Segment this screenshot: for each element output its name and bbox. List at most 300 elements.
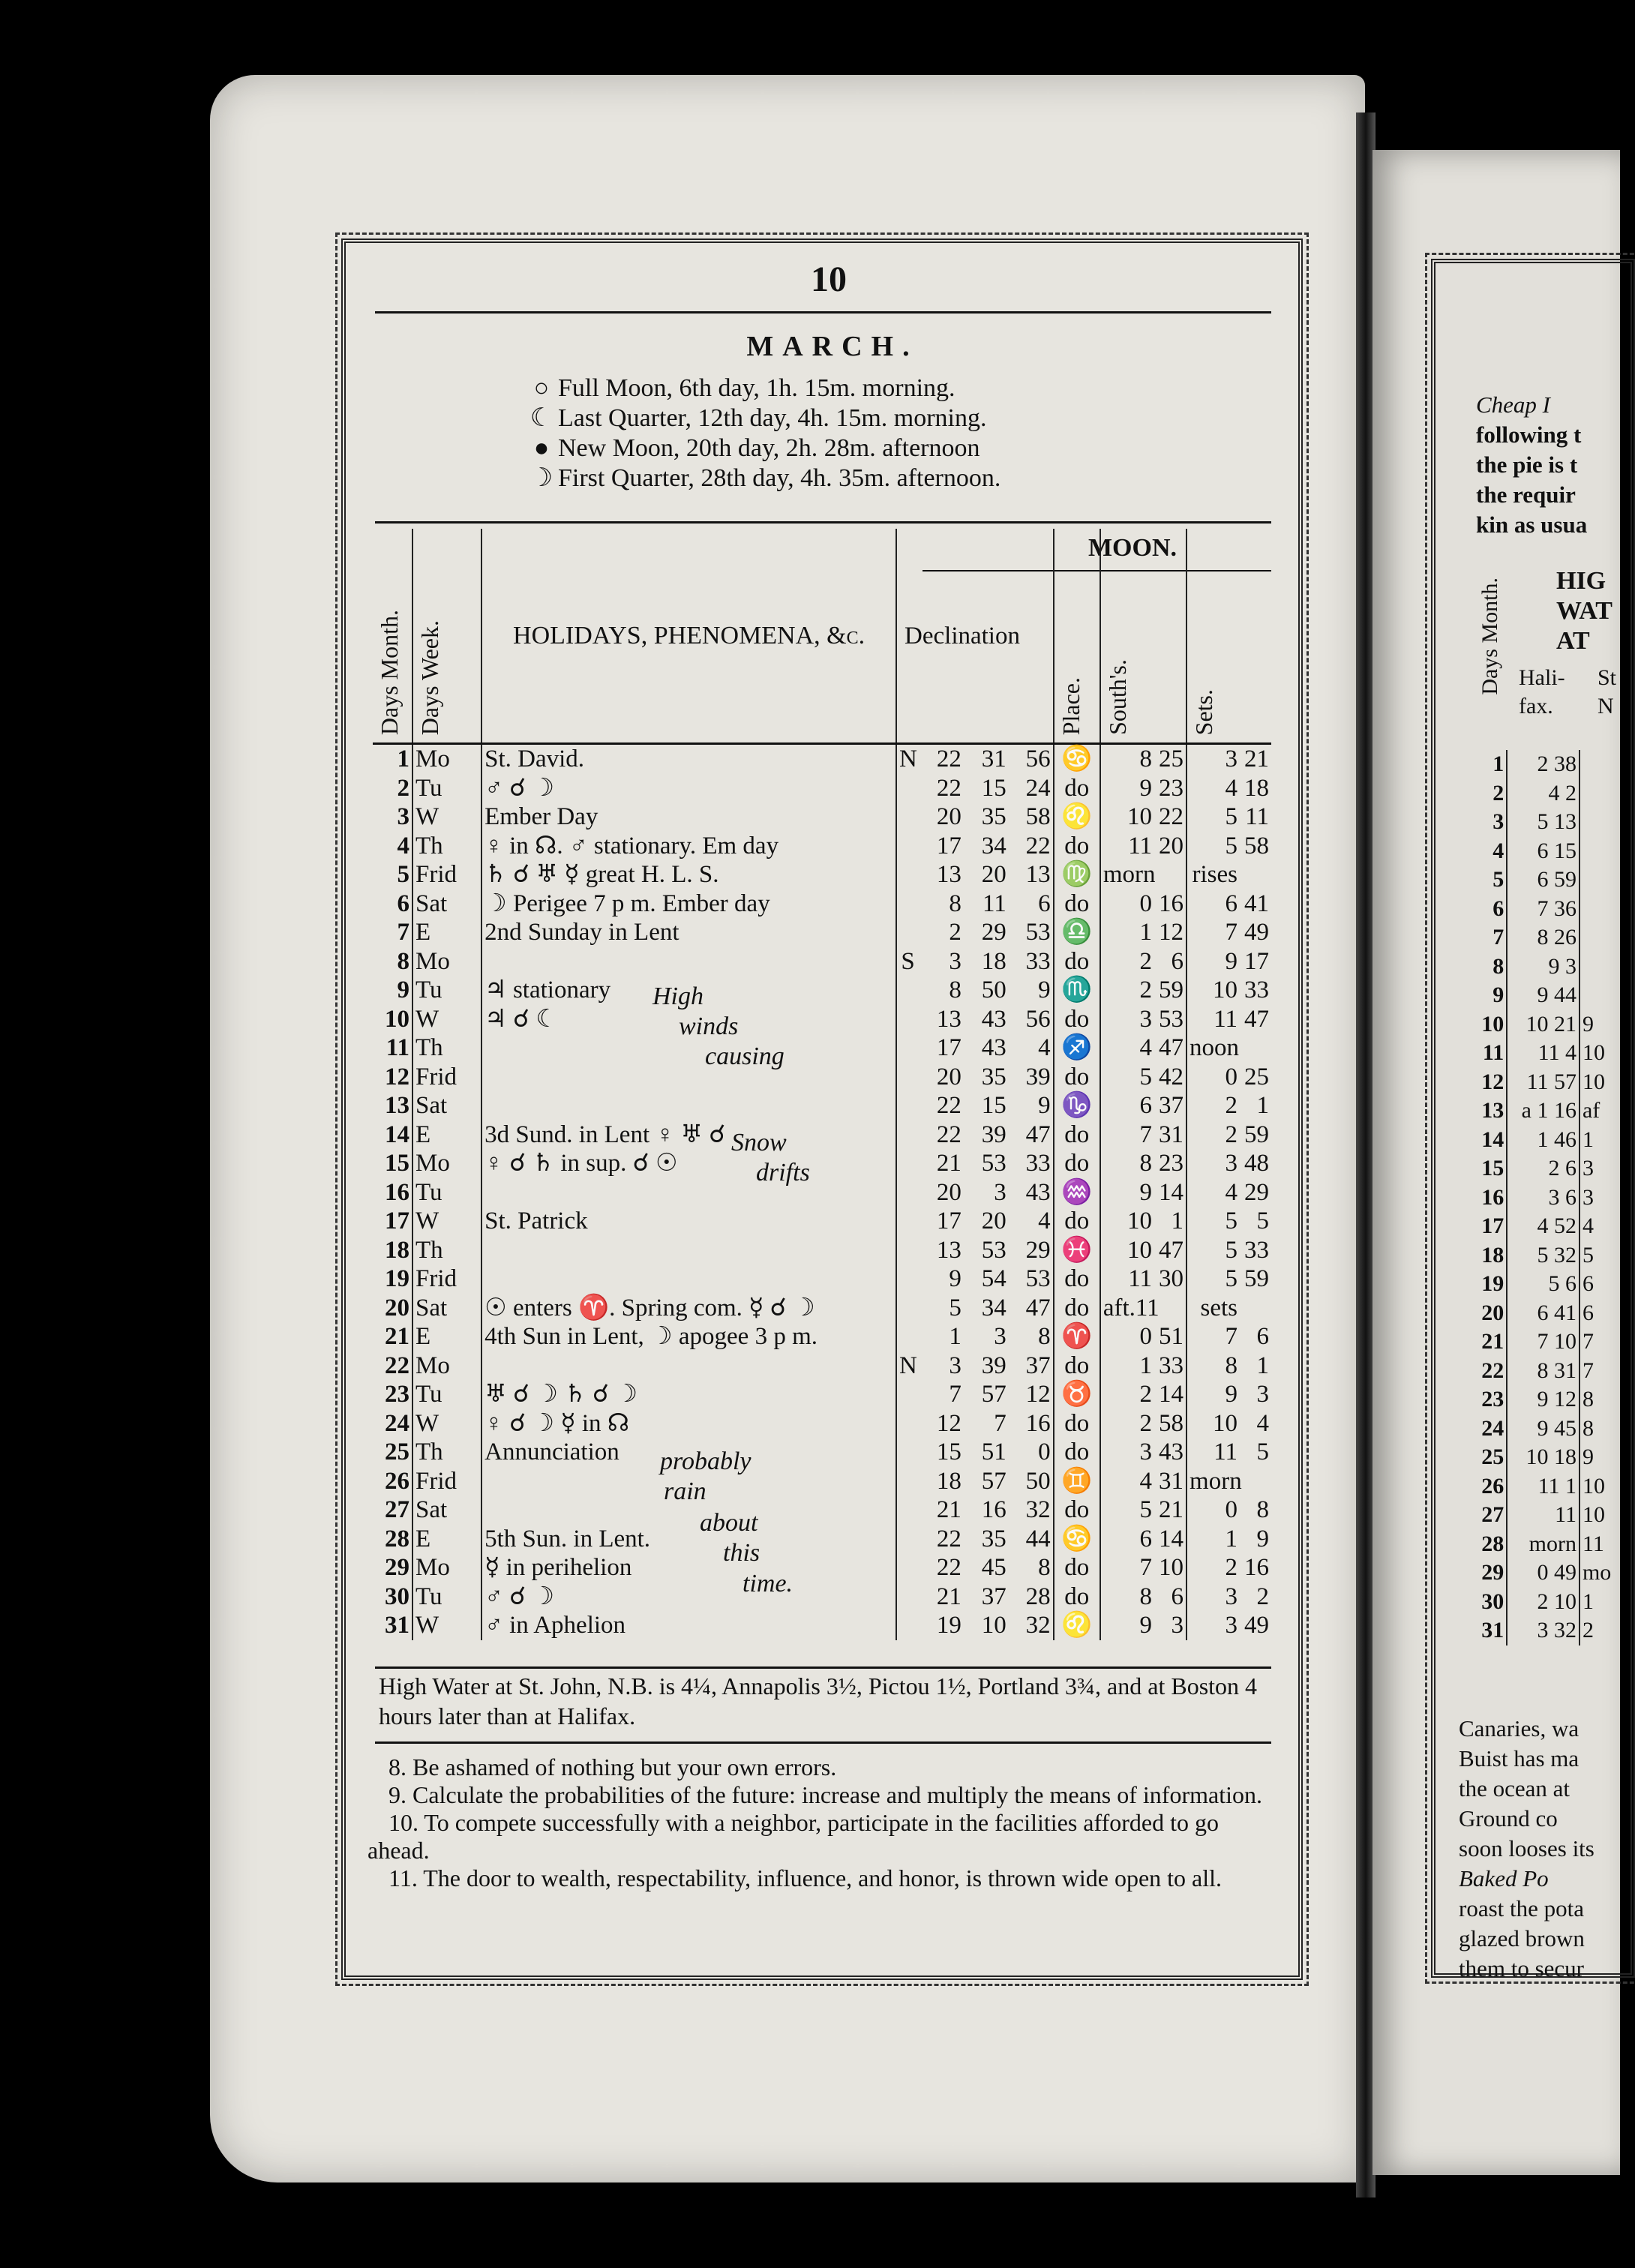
souths-hour: 11 <box>1128 832 1153 860</box>
souths-minute: 51 <box>1159 1323 1184 1351</box>
holiday-cell: ♂ ☌ ☽ <box>482 774 896 803</box>
right-bottom-line: them to secur <box>1459 1955 1585 1982</box>
sets-minute: 1 <box>1256 1352 1269 1379</box>
last-quarter-icon: ☾ <box>530 404 554 432</box>
table-row <box>373 1178 1271 1208</box>
souths-minute: 14 <box>1159 1178 1184 1206</box>
right-day-cell: 29 <box>1476 1558 1507 1588</box>
right-intro-line: Cheap I <box>1476 392 1551 418</box>
declination-degrees-cell: 1 <box>949 1323 962 1351</box>
declination-seconds-cell: 33 <box>1025 1150 1051 1178</box>
declination-minutes-cell: 34 <box>981 832 1006 860</box>
right-stjohn-cell: 8 <box>1582 1415 1594 1441</box>
right-stjohn-cell: 2 <box>1582 1618 1594 1643</box>
declination-minutes-cell: 3 <box>994 1323 1006 1351</box>
right-intro-line: following t <box>1476 422 1582 448</box>
day-of-month-cell: 1 <box>373 744 412 774</box>
day-of-week-cell: W <box>412 1611 482 1640</box>
right-day-cell: 6 <box>1476 895 1507 924</box>
declination-degrees-cell: 18 <box>936 1467 962 1495</box>
declination-direction-cell <box>896 1322 919 1352</box>
souths-cell <box>1100 1525 1186 1554</box>
declination-minutes-cell: 20 <box>981 861 1006 889</box>
declination-minutes-cell: 57 <box>981 1467 1006 1495</box>
right-halifax-cell: 5 6 <box>1507 1270 1580 1299</box>
right-halifax-cell: 7 10 <box>1507 1328 1580 1357</box>
sets-cell <box>1186 1005 1271 1034</box>
right-halifax-cell: 11 <box>1507 1501 1580 1530</box>
right-day-cell: 7 <box>1476 923 1507 952</box>
right-header-line: WAT <box>1556 597 1612 625</box>
right-day-cell: 16 <box>1476 1184 1507 1213</box>
declination-seconds-cell: 56 <box>1025 746 1051 773</box>
sets-hour: 3 <box>1225 1612 1238 1640</box>
day-of-month-cell: 6 <box>373 890 412 919</box>
moon-place-cell: do <box>1054 890 1100 919</box>
table-row <box>373 1149 1271 1178</box>
right-table-row <box>1476 1241 1614 1270</box>
declination-degrees-cell: 20 <box>936 803 962 831</box>
declination-seconds-cell: 43 <box>1025 1178 1051 1206</box>
moon-phases-list <box>525 374 1000 494</box>
right-table-row <box>1476 1039 1614 1068</box>
day-of-month-cell: 5 <box>373 860 412 890</box>
right-bottom-line: Baked Po <box>1459 1865 1549 1892</box>
right-day-cell: 18 <box>1476 1241 1507 1270</box>
day-of-month-cell: 21 <box>373 1322 412 1352</box>
souths-minute: 53 <box>1159 1005 1184 1033</box>
sets-hour: 2 <box>1225 1120 1238 1148</box>
table-row <box>373 860 1271 890</box>
almanac-body <box>373 744 1271 1640</box>
declination-seconds-cell: 44 <box>1025 1525 1051 1552</box>
moon-place-cell: ♋ <box>1054 744 1100 774</box>
right-day-cell: 22 <box>1476 1357 1507 1386</box>
souths-hour: 4 <box>1139 1467 1153 1495</box>
declination-minutes-cell: 35 <box>981 1525 1006 1552</box>
moon-place-cell: ♋ <box>1054 1525 1100 1554</box>
declination-degrees-cell: 22 <box>936 774 962 802</box>
sets-cell <box>1186 1553 1271 1582</box>
souths-minute: 21 <box>1159 1496 1184 1524</box>
souths-minute: 14 <box>1159 1525 1184 1552</box>
maxim-item: 8. Be ashamed of nothing but your own errors. <box>388 1754 837 1780</box>
declination-direction-cell <box>896 1553 919 1582</box>
page-number: 10 <box>811 260 847 299</box>
right-day-cell: 3 <box>1476 808 1507 837</box>
right-table-row <box>1476 1212 1614 1241</box>
day-of-week-cell: Tu <box>412 774 482 803</box>
header-souths-label: South's. <box>1103 659 1131 735</box>
sets-minute: 41 <box>1244 890 1269 917</box>
moon-place-cell: do <box>1054 774 1100 803</box>
sets-minute: 6 <box>1256 1323 1269 1351</box>
holiday-cell: 2nd Sunday in Lent <box>482 918 896 947</box>
moon-place-cell: do <box>1054 1207 1100 1236</box>
right-header-line: AT <box>1556 627 1590 655</box>
declination-minutes-cell: 18 <box>981 947 1006 975</box>
souths-minute: 31 <box>1159 1467 1184 1495</box>
sets-cell <box>1186 744 1271 774</box>
sets-cell <box>1186 1380 1271 1409</box>
sets-hour: 1 <box>1225 1525 1238 1552</box>
sets-cell <box>1186 1582 1271 1612</box>
sets-minute: 58 <box>1244 832 1269 860</box>
sets-cell <box>1186 1294 1271 1323</box>
right-day-cell: 15 <box>1476 1154 1507 1184</box>
day-of-week-cell: E <box>412 1525 482 1554</box>
declination-direction-cell <box>896 1438 919 1467</box>
right-stjohn-cell: 1 <box>1582 1126 1594 1152</box>
right-header-line: HIG <box>1556 567 1606 595</box>
moon-place-cell: do <box>1054 1264 1100 1294</box>
right-table-row <box>1476 1126 1614 1155</box>
right-halifax-cell: 2 38 <box>1507 750 1580 779</box>
phase-full-moon <box>525 374 1000 404</box>
header-rule <box>375 311 1271 314</box>
right-halifax-cell: 7 36 <box>1507 895 1580 924</box>
declination-direction-cell <box>896 1380 919 1409</box>
sets-hour: 10 <box>1213 976 1238 1004</box>
right-halifax-cell: 5 13 <box>1507 808 1580 837</box>
right-halifax-cell: 3 32 <box>1507 1616 1580 1646</box>
right-halifax-cell: 6 59 <box>1507 866 1580 895</box>
right-stjohn-cell <box>1580 779 1614 808</box>
right-stjohn-cell: 3 <box>1582 1184 1594 1210</box>
souths-minute: 58 <box>1159 1409 1184 1437</box>
right-day-cell: 20 <box>1476 1299 1507 1328</box>
moon-place-cell: ♊ <box>1054 1467 1100 1496</box>
right-stjohn-cell: 7 <box>1582 1329 1594 1354</box>
declination-seconds-cell: 9 <box>1038 976 1051 1004</box>
declination-minutes-cell: 51 <box>981 1438 1006 1466</box>
souths-hour: 1 <box>1139 1352 1153 1379</box>
souths-minute: 25 <box>1159 746 1184 773</box>
souths-cell <box>1100 860 1186 890</box>
souths-hour: aft.11 <box>1102 1294 1160 1322</box>
almanac-table <box>373 529 1271 1640</box>
souths-cell <box>1100 1294 1186 1323</box>
souths-cell <box>1100 890 1186 919</box>
right-halifax-cell: a 1 16 <box>1507 1096 1580 1126</box>
right-bottom-line: soon looses its <box>1459 1835 1594 1862</box>
sets-hour: 0 <box>1225 1496 1238 1524</box>
declination-degrees-cell: 17 <box>936 1208 962 1235</box>
table-row <box>373 1063 1271 1092</box>
right-day-cell: 25 <box>1476 1443 1507 1472</box>
right-bottom-line: roast the pota <box>1459 1895 1585 1922</box>
right-table-row <box>1476 1184 1614 1213</box>
holiday-cell <box>482 1091 896 1120</box>
right-halifax-cell: 10 18 <box>1507 1443 1580 1472</box>
souths-hour: 8 <box>1139 746 1153 773</box>
sets-minute: 16 <box>1244 1554 1269 1582</box>
moon-place-cell: do <box>1054 832 1100 861</box>
moon-place-cell: do <box>1054 1063 1100 1092</box>
souths-cell <box>1100 1409 1186 1438</box>
moon-place-cell: ♓ <box>1054 1236 1100 1265</box>
sets-cell <box>1186 1525 1271 1554</box>
souths-minute: 23 <box>1159 1150 1184 1178</box>
right-day-cell: 10 <box>1476 1010 1507 1040</box>
moon-place-cell: ♑ <box>1054 1091 1100 1120</box>
new-moon-icon: ● <box>533 434 550 462</box>
declination-minutes-cell: 15 <box>981 774 1006 802</box>
right-table-row <box>1476 866 1614 895</box>
right-bottom-line: Ground co <box>1459 1805 1558 1832</box>
sets-hour: 11 <box>1214 1005 1238 1033</box>
sets-cell <box>1186 832 1271 861</box>
sets-minute: 25 <box>1244 1063 1269 1090</box>
souths-hour: 4 <box>1139 1034 1153 1062</box>
sets-minute: 4 <box>1256 1409 1269 1437</box>
sets-cell <box>1186 947 1271 976</box>
declination-direction-cell <box>896 1611 919 1640</box>
declination-seconds-cell: 13 <box>1025 861 1051 889</box>
right-stjohn-cell: 10 <box>1582 1069 1605 1094</box>
table-row <box>373 890 1271 919</box>
declination-seconds-cell: 56 <box>1025 1005 1051 1033</box>
souths-minute: 59 <box>1159 976 1184 1004</box>
souths-minute: 10 <box>1159 1554 1184 1582</box>
header-days-month-label: Days Month. <box>376 609 403 735</box>
table-row <box>373 918 1271 947</box>
declination-minutes-cell: 35 <box>981 803 1006 831</box>
souths-cell <box>1100 947 1186 976</box>
sets-hour: 5 <box>1225 1208 1238 1235</box>
right-halifax-cell: 6 41 <box>1507 1299 1580 1328</box>
day-of-month-cell: 3 <box>373 802 412 832</box>
table-row <box>373 1582 1271 1612</box>
day-of-month-cell: 4 <box>373 832 412 861</box>
sets-minute: 48 <box>1244 1150 1269 1178</box>
declination-degrees-cell: 17 <box>936 1034 962 1062</box>
declination-direction-cell <box>896 1207 919 1236</box>
right-table-row <box>1476 837 1614 866</box>
sets-cell <box>1186 1264 1271 1294</box>
right-stjohn-cell: 9 <box>1582 1444 1594 1470</box>
right-day-cell: 5 <box>1476 866 1507 895</box>
declination-direction-cell <box>896 890 919 919</box>
right-stjohn-cell: 6 <box>1582 1271 1594 1297</box>
declination-degrees-cell: 2 <box>949 919 962 946</box>
right-stjohn-cell: af <box>1582 1098 1600 1124</box>
day-of-month-cell: 22 <box>373 1352 412 1381</box>
souths-hour: 0 <box>1139 1323 1153 1351</box>
souths-hour: 10 <box>1127 1236 1153 1264</box>
day-of-week-cell: Frid <box>412 1063 482 1092</box>
day-of-week-cell: Mo <box>412 744 482 774</box>
souths-cell <box>1100 1467 1186 1496</box>
header-souths <box>1100 529 1186 744</box>
souths-hour: 2 <box>1139 976 1153 1004</box>
phases-rule <box>375 521 1271 524</box>
declination-degrees-cell: 5 <box>949 1294 962 1322</box>
souths-minute: 37 <box>1159 1092 1184 1120</box>
right-stjohn-cell <box>1580 750 1614 779</box>
right-table-row <box>1476 1010 1614 1040</box>
table-row <box>373 976 1271 1005</box>
day-of-week-cell: Mo <box>412 1149 482 1178</box>
phase-text: Full Moon, 6th day, 1h. 15m. morning. <box>558 374 956 402</box>
maxim-item: 9. Calculate the probabilities of the future: increase and multiply the means of information. <box>388 1781 1262 1808</box>
right-stjohn-cell <box>1580 981 1614 1010</box>
declination-direction-cell <box>896 1467 919 1496</box>
holiday-cell: 3d Sund. in Lent ♀ ♅ ☌ <box>482 1120 896 1150</box>
holiday-cell: ☿ in perihelion <box>482 1553 896 1582</box>
holiday-cell <box>482 947 896 976</box>
sets-hour: 5 <box>1225 1236 1238 1264</box>
note-rule <box>375 1742 1271 1744</box>
sets-hour: 5 <box>1225 803 1238 831</box>
right-intro-line: the requir <box>1476 482 1576 508</box>
sets-cell <box>1186 1438 1271 1467</box>
souths-hour: 8 <box>1139 1150 1153 1178</box>
declination-degrees-cell: 12 <box>936 1409 962 1437</box>
header-declination: Declination <box>896 529 1054 744</box>
weather-word: this <box>723 1539 760 1567</box>
declination-direction-cell: S <box>901 947 915 975</box>
sets-minute: 59 <box>1244 1120 1269 1148</box>
right-stjohn-cell <box>1580 837 1614 866</box>
moon-place-cell: do <box>1054 1005 1100 1034</box>
declination-minutes-cell: 20 <box>981 1208 1006 1235</box>
souths-cell <box>1100 918 1186 947</box>
sets-hour: sets <box>1200 1294 1238 1322</box>
right-stjohn-cell <box>1580 923 1614 952</box>
table-row <box>373 1264 1271 1294</box>
day-of-week-cell: E <box>412 918 482 947</box>
declination-minutes-cell: 37 <box>981 1582 1006 1610</box>
sets-minute: 29 <box>1244 1178 1269 1206</box>
declination-seconds-cell: 53 <box>1025 1265 1051 1293</box>
declination-minutes-cell: 10 <box>981 1612 1006 1640</box>
souths-cell <box>1100 1178 1186 1208</box>
day-of-month-cell: 2 <box>373 774 412 803</box>
souths-minute: 12 <box>1159 919 1184 946</box>
right-table-row <box>1476 1154 1614 1184</box>
holiday-cell <box>482 1063 896 1092</box>
right-table-row <box>1476 895 1614 924</box>
holiday-cell: ♂ ☌ ☽ <box>482 1582 896 1612</box>
souths-cell <box>1100 1149 1186 1178</box>
souths-cell <box>1100 1264 1186 1294</box>
table-row <box>373 774 1271 803</box>
table-row <box>373 744 1271 774</box>
right-col-halifax-header: Hali- fax. <box>1519 665 1565 718</box>
souths-cell <box>1100 1611 1186 1640</box>
declination-degrees-cell: 9 <box>949 1265 962 1293</box>
table-row <box>373 1294 1271 1323</box>
right-tide-table <box>1476 750 1614 1646</box>
sets-minute: 5 <box>1256 1438 1269 1466</box>
souths-cell <box>1100 1553 1186 1582</box>
phase-last-quarter <box>525 404 1000 434</box>
day-of-week-cell: Mo <box>412 1352 482 1381</box>
header-days-week-label: Days Week. <box>416 620 443 735</box>
declination-degrees-cell: 19 <box>936 1612 962 1640</box>
moon-place-cell: do <box>1054 1438 1100 1467</box>
sets-minute: 33 <box>1244 1236 1269 1264</box>
right-stjohn-cell: 10 <box>1582 1040 1605 1066</box>
sets-minute: 47 <box>1244 1005 1269 1033</box>
table-row <box>373 1611 1271 1640</box>
maxim-item: 10. To compete successfully with a neighbor, participate in the facilities afforded to go ahead. <box>368 1809 1219 1864</box>
weather-word: rain <box>664 1478 706 1505</box>
sets-hour: 5 <box>1225 1265 1238 1293</box>
holiday-cell <box>482 1264 896 1294</box>
declination-minutes-cell: 43 <box>981 1005 1006 1033</box>
declination-direction-cell <box>896 1264 919 1294</box>
table-row <box>373 1091 1271 1120</box>
souths-minute: 43 <box>1159 1438 1184 1466</box>
declination-direction-cell: N <box>899 746 917 773</box>
declination-direction-cell <box>896 1582 919 1612</box>
moon-place-cell: do <box>1054 1352 1100 1381</box>
right-halifax-cell: 2 6 <box>1507 1154 1580 1184</box>
header-sets-label: Sets. <box>1190 688 1218 735</box>
right-high-water-header <box>1556 566 1616 656</box>
holiday-cell <box>482 1178 896 1208</box>
souths-minute: 14 <box>1159 1381 1184 1408</box>
souths-hour: 9 <box>1139 1178 1153 1206</box>
declination-direction-cell <box>896 1034 919 1063</box>
declination-seconds-cell: 4 <box>1038 1034 1051 1062</box>
declination-seconds-cell: 9 <box>1038 1092 1051 1120</box>
sets-cell <box>1186 1120 1271 1150</box>
souths-minute: 31 <box>1159 1120 1184 1148</box>
weather-word: probably <box>660 1448 752 1475</box>
declination-minutes-cell: 50 <box>981 976 1006 1004</box>
declination-direction-cell <box>896 860 919 890</box>
right-tide-body <box>1476 750 1614 1646</box>
moon-place-cell: ♍ <box>1054 860 1100 890</box>
right-halifax-cell: 4 52 <box>1507 1212 1580 1241</box>
right-table-row <box>1476 1501 1614 1530</box>
souths-hour: 7 <box>1139 1120 1153 1148</box>
day-of-month-cell: 16 <box>373 1178 412 1208</box>
table-row <box>373 802 1271 832</box>
moon-place-cell: do <box>1054 1149 1100 1178</box>
header-sets <box>1186 529 1271 744</box>
declination-seconds-cell: 4 <box>1038 1208 1051 1235</box>
declination-minutes-cell: 39 <box>981 1352 1006 1379</box>
declination-seconds-cell: 22 <box>1025 832 1051 860</box>
souths-minute: 42 <box>1159 1063 1184 1090</box>
sets-cell <box>1186 1322 1271 1352</box>
day-of-week-cell: Tu <box>412 1380 482 1409</box>
table-row <box>373 1207 1271 1236</box>
sets-hour: 9 <box>1225 947 1238 975</box>
souths-cell <box>1100 1380 1186 1409</box>
declination-seconds-cell: 47 <box>1025 1294 1051 1322</box>
moon-place-cell: ♈ <box>1054 1322 1100 1352</box>
declination-direction-cell <box>896 1236 919 1265</box>
declination-direction-cell <box>896 802 919 832</box>
weather-word: High <box>652 982 704 1010</box>
day-of-week-cell: Frid <box>412 860 482 890</box>
day-of-month-cell: 25 <box>373 1438 412 1467</box>
day-of-month-cell: 11 <box>373 1034 412 1063</box>
month-title: MARCH. <box>746 331 919 362</box>
right-day-cell: 24 <box>1476 1414 1507 1444</box>
moon-place-cell: do <box>1054 1496 1100 1525</box>
souths-cell <box>1100 1322 1186 1352</box>
declination-seconds-cell: 29 <box>1025 1236 1051 1264</box>
declination-direction-cell <box>896 918 919 947</box>
declination-degrees-cell: 8 <box>949 890 962 917</box>
declination-minutes-cell: 45 <box>981 1554 1006 1582</box>
